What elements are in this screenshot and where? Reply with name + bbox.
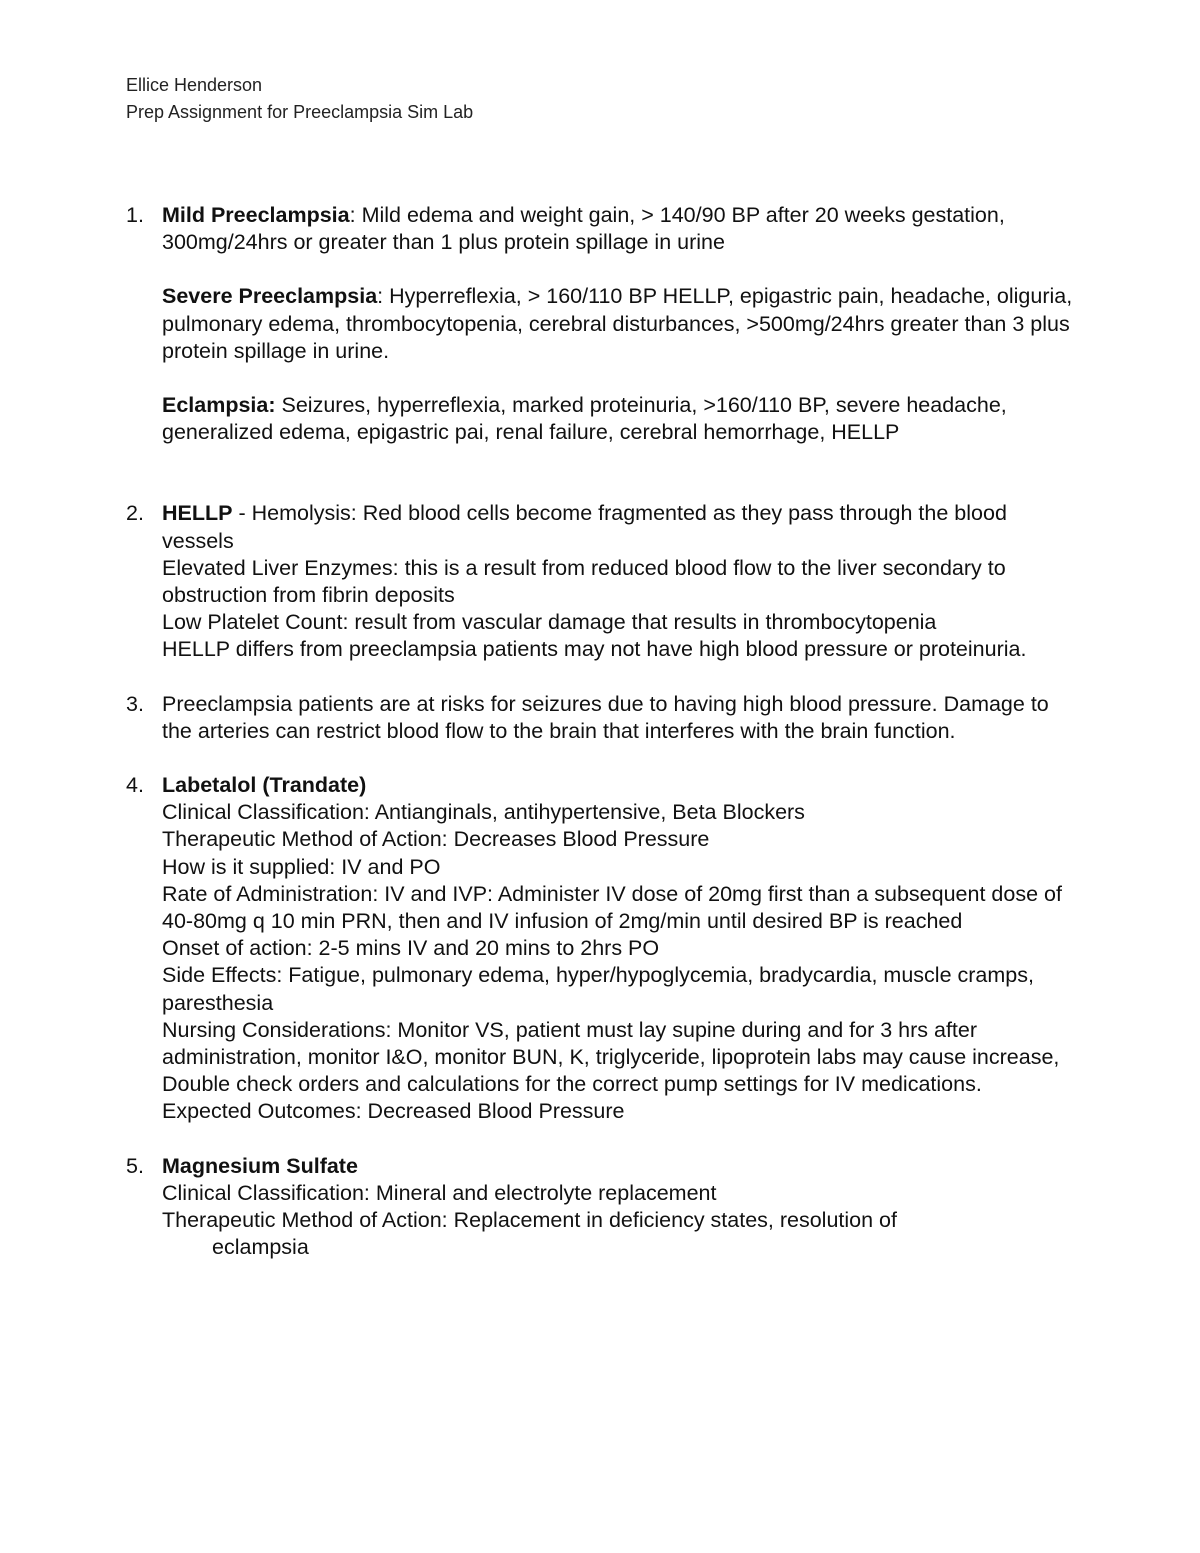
eclampsia-paragraph [162, 392, 1080, 446]
labetalol-nursing: Nursing Considerations: Monitor VS, patient must lay supine during and for 3 hrs after administration, monitor I&O, monitor BUN, K, triglyceride, lipoprotein labs may cause increase, Double check orders and calculations for the correct pump settings for IV medications. [162, 1017, 1060, 1097]
hellp-hemolysis-line [162, 500, 1080, 554]
item-number: 2. [126, 501, 144, 526]
list-item-2 [0, 500, 1200, 663]
list-item-3 [0, 691, 1200, 745]
item-number: 5. [126, 1153, 144, 1178]
item-number: 1. [126, 203, 144, 227]
magnesium-heading: Magnesium Sulfate [162, 1153, 358, 1178]
hellp-liver-enzymes-line: Elevated Liver Enzymes: this is a result from reduced blood flow to the liver secondary to obstruction from fibrin deposits [162, 555, 1006, 608]
document-title: Prep Assignment for Preeclampsia Sim Lab [126, 102, 474, 122]
item-number: 3. [126, 691, 144, 716]
author-name: Ellice Henderson [126, 75, 263, 95]
document-header [126, 72, 473, 126]
labetalol-onset: Onset of action: 2-5 mins IV and 20 mins to 2hrs PO [162, 936, 660, 961]
labetalol-side-effects: Side Effects: Fatigue, pulmonary edema, hyper/hypoglycemia, bradycardia, muscle cramps, paresthesia [162, 963, 1034, 1015]
hellp-label: HELLP [162, 501, 233, 526]
list-item-1 [0, 202, 1200, 446]
labetalol-classification: Clinical Classification: Antianginals, antihypertensive, Beta Blockers [162, 800, 805, 825]
seizure-risk-text: Preeclampsia patients are at risks for seizures due to having high blood pressure. Damage to the arteries can restrict blood flow to the brain that interferes with the brain function. [162, 691, 1049, 743]
labetalol-rate: Rate of Administration: IV and IVP: Administer IV dose of 20mg first than a subsequent dose of 40-80mg q 10 min PRN, then and IV infusion of 2mg/min until desired BP is reached [162, 881, 1062, 934]
severe-preeclampsia-text: : Hyperreflexia, > 160/110 BP HELLP, epigastric pain, headache, oliguria, pulmonary edema, thrombocytopenia, cerebral disturbances, >500mg/24hrs greater than 3 plus protein spillage in urine. [162, 284, 1073, 363]
magnesium-method-continued: eclampsia [212, 1235, 309, 1260]
severe-preeclampsia-label: Severe Preeclampsia [162, 284, 378, 309]
magnesium-method: Therapeutic Method of Action: Replacement in deficiency states, resolution of [162, 1208, 897, 1233]
magnesium-classification: Clinical Classification: Mineral and electrolyte replacement [162, 1180, 717, 1205]
hellp-differs-line: HELLP differs from preeclampsia patients may not have high blood pressure or proteinuria. [162, 637, 1027, 662]
mild-preeclampsia-paragraph [162, 202, 1080, 256]
labetalol-supplied: How is it supplied: IV and PO [162, 854, 441, 879]
item-number: 4. [126, 773, 144, 798]
hellp-hemolysis-text: - Hemolysis: Red blood cells become fragmented as they pass through the blood vessels [162, 501, 1007, 553]
eclampsia-text: Seizures, hyperreflexia, marked proteinuria, >160/110 BP, severe headache, generalized edema, epigastric pai, renal failure, cerebral hemorrhage, HELLP [162, 393, 1007, 445]
labetalol-heading: Labetalol (Trandate) [162, 773, 367, 798]
list-item-4 [0, 772, 1200, 1126]
list-item-5 [0, 1153, 1200, 1262]
eclampsia-label: Eclampsia: [162, 393, 276, 418]
labetalol-method: Therapeutic Method of Action: Decreases Blood Pressure [162, 827, 710, 852]
severe-preeclampsia-paragraph [162, 283, 1080, 365]
labetalol-outcomes: Expected Outcomes: Decreased Blood Pressure [162, 1099, 625, 1124]
numbered-list [0, 202, 1200, 1262]
hellp-platelet-line: Low Platelet Count: result from vascular damage that results in thrombocytopenia [162, 610, 937, 635]
mild-preeclampsia-text: : Mild edema and weight gain, > 140/90 BP after 20 weeks gestation, 300mg/24hrs or greater than 1 plus protein spillage in urine [162, 203, 1005, 255]
mild-preeclampsia-label: Mild Preeclampsia [162, 203, 350, 227]
